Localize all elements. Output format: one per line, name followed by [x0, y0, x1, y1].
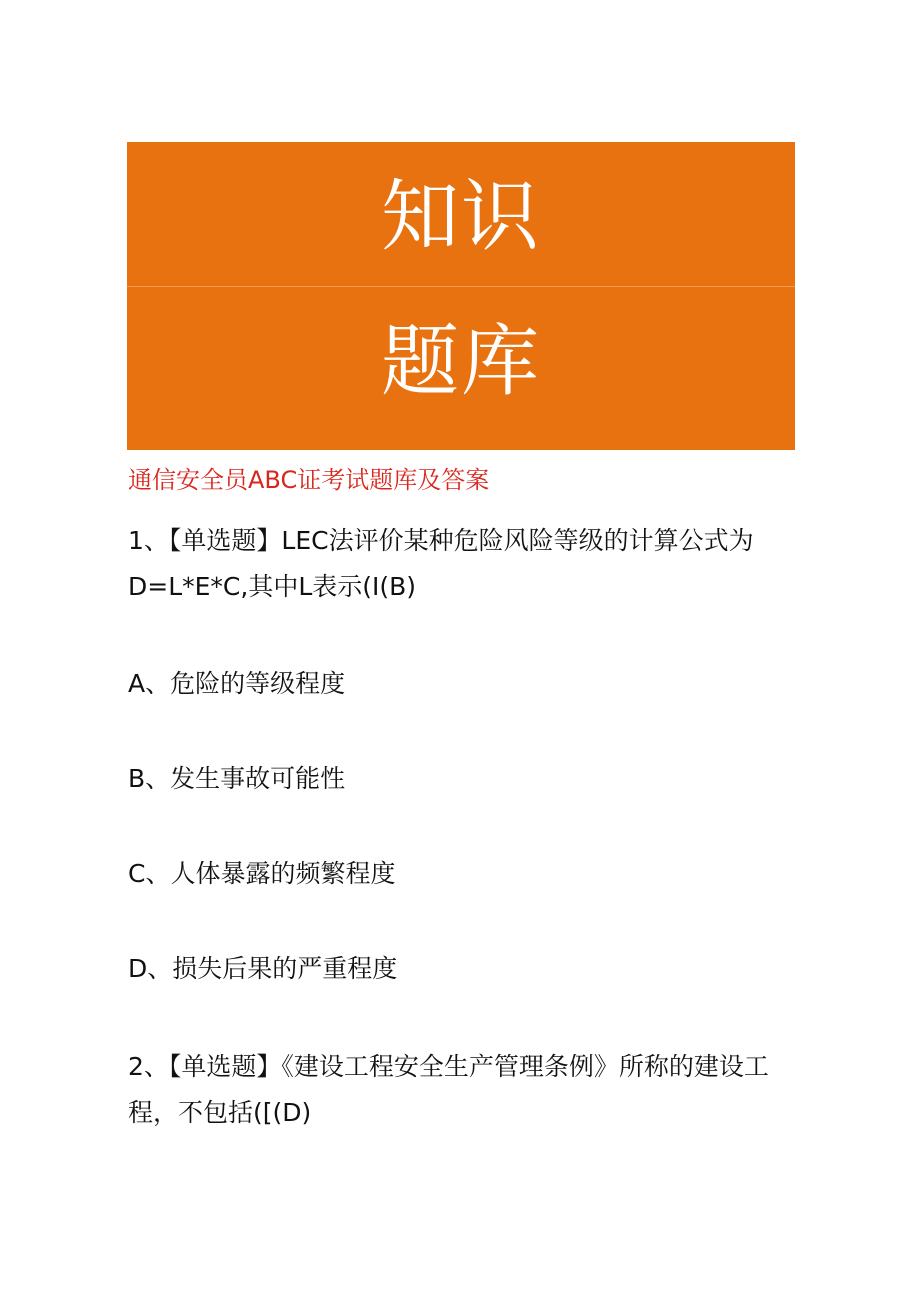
question-2-text [128, 1044, 800, 1136]
title-banner [127, 142, 795, 450]
question-1-text [128, 518, 800, 610]
banner-title-line-1: 知识 [380, 172, 541, 262]
question-2-line-1: 2、【单选题】《建设工程安全生产管理条例》所称的建设工 [128, 1052, 769, 1081]
question-1-option-d: D、损失后果的严重程度 [128, 954, 398, 983]
banner-title-line-2: 题库 [380, 317, 541, 407]
document-title: 通信安全员ABC证考试题库及答案 [128, 466, 490, 494]
banner-divider [127, 286, 795, 287]
question-1-line-2: D=L*E*C,其中L表示(I(B) [128, 572, 417, 601]
question-1-line-1: 1、【单选题】LEC法评价某种危险风险等级的计算公式为 [128, 526, 754, 555]
question-1-option-c: C、人体暴露的频繁程度 [128, 859, 396, 888]
question-1-option-b: B、发生事故可能性 [128, 764, 346, 793]
question-1-option-a: A、危险的等级程度 [128, 669, 346, 698]
question-2-line-2: 程，不包括([(D) [128, 1098, 312, 1127]
